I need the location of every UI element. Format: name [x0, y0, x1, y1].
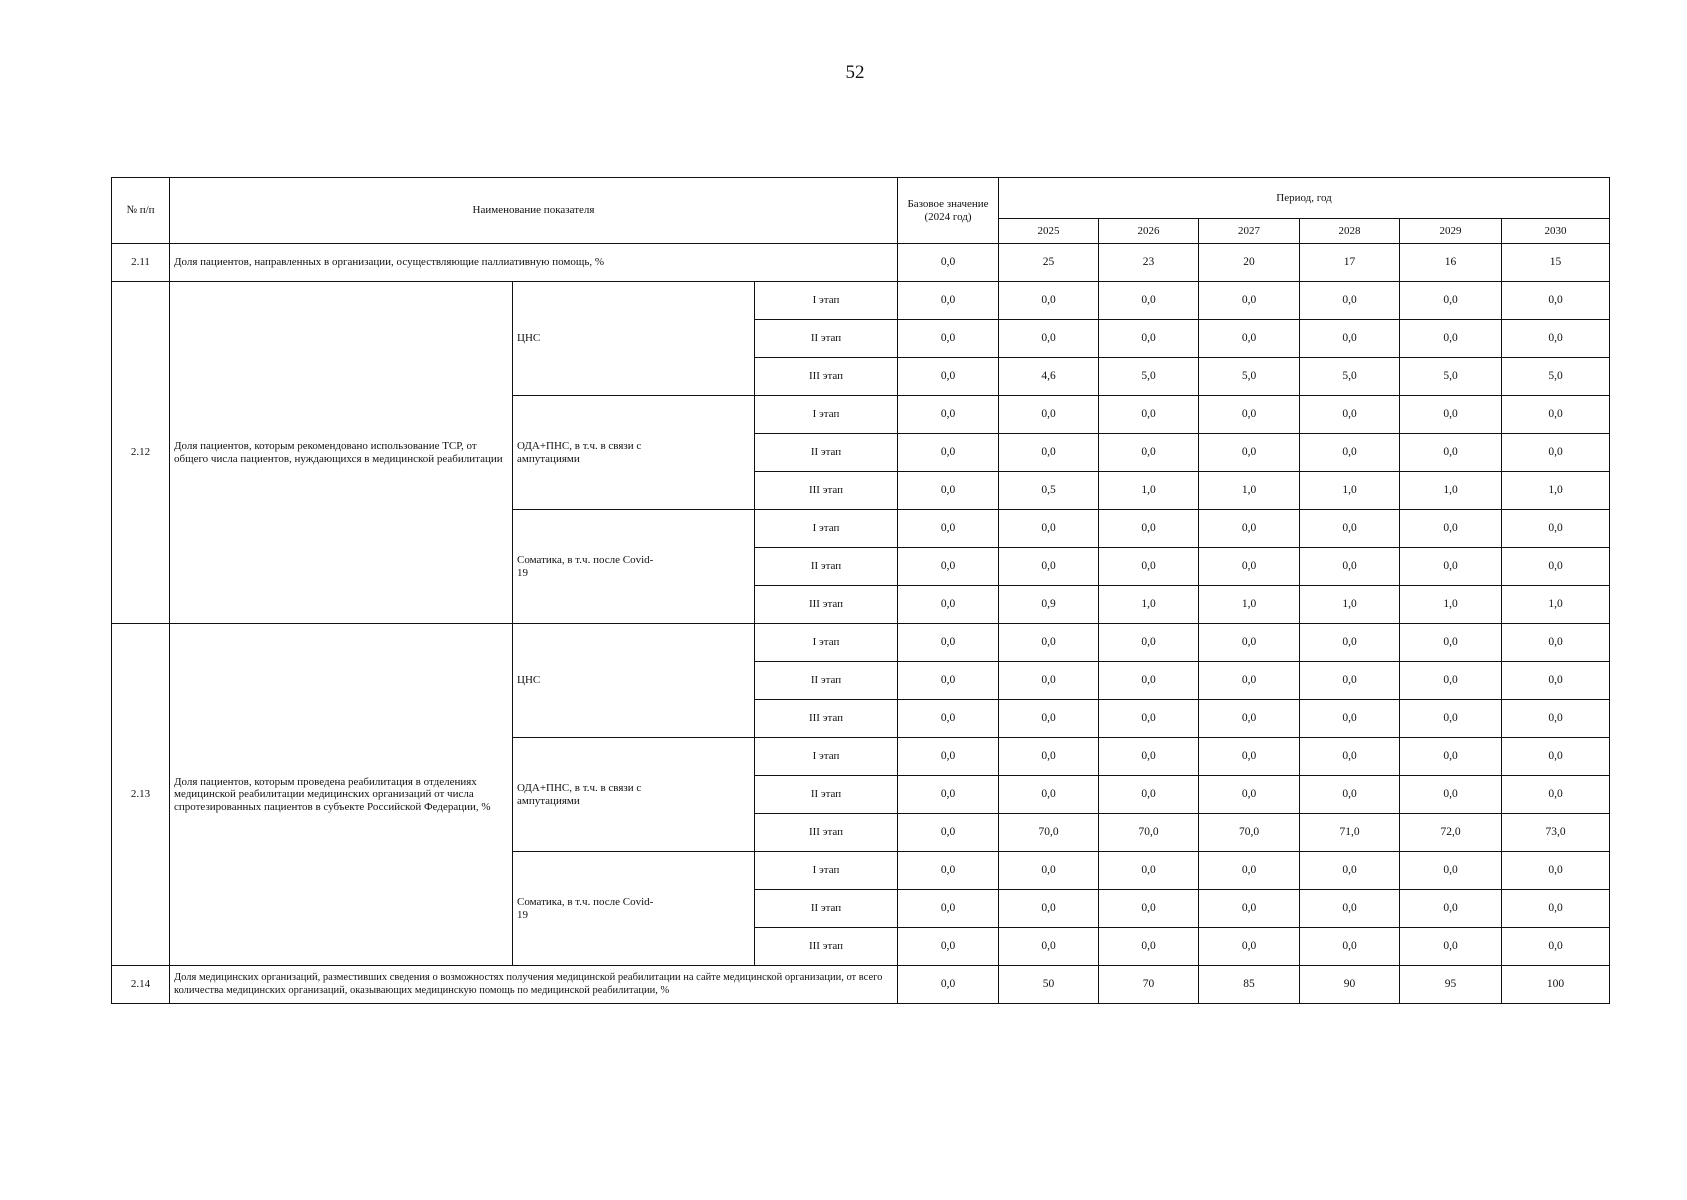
year-value: 0,0: [999, 510, 1099, 548]
base-value: 0,0: [898, 776, 999, 814]
year-value: 70,0: [999, 814, 1099, 852]
year-value: 0,0: [1300, 890, 1400, 928]
year-header: 2029: [1400, 219, 1502, 244]
year-value: 5,0: [1300, 358, 1400, 396]
year-value: 0,0: [1199, 510, 1300, 548]
base-value: 0,0: [898, 244, 999, 282]
group-label: ОДА+ПНС, в т.ч. в связи с ампутациями: [513, 738, 755, 852]
header-base: Базовое значение (2024 год): [898, 178, 999, 244]
row-number: 2.11: [112, 244, 170, 282]
year-value: 1,0: [1502, 472, 1610, 510]
year-value: 0,0: [1502, 320, 1610, 358]
year-value: 0,0: [999, 928, 1099, 966]
base-value: 0,0: [898, 434, 999, 472]
year-value: 0,0: [1300, 738, 1400, 776]
year-value: 0,0: [1300, 548, 1400, 586]
year-value: 0,0: [1400, 928, 1502, 966]
year-value: 1,0: [1300, 472, 1400, 510]
group-label: Соматика, в т.ч. после Covid-19: [513, 852, 755, 966]
year-value: 0,0: [1099, 320, 1199, 358]
table-row: [112, 966, 1610, 1004]
year-value: 0,0: [1300, 282, 1400, 320]
year-value: 25: [999, 244, 1099, 282]
year-value: 90: [1300, 966, 1400, 1004]
year-value: 0,0: [999, 434, 1099, 472]
year-value: 0,0: [1199, 282, 1300, 320]
year-value: 0,0: [1099, 548, 1199, 586]
group-label: ЦНС: [513, 282, 755, 396]
year-value: 1,0: [1099, 472, 1199, 510]
year-value: 0,0: [1099, 738, 1199, 776]
base-value: 0,0: [898, 700, 999, 738]
year-value: 0,0: [1099, 928, 1199, 966]
year-value: 23: [1099, 244, 1199, 282]
year-value: 73,0: [1502, 814, 1610, 852]
year-value: 0,0: [1502, 510, 1610, 548]
year-value: 0,0: [1099, 396, 1199, 434]
year-value: 0,0: [1099, 776, 1199, 814]
year-value: 70,0: [1099, 814, 1199, 852]
stage-label: II этап: [755, 548, 898, 586]
year-value: 0,0: [1502, 928, 1610, 966]
year-value: 0,0: [1099, 662, 1199, 700]
row-number: 2.13: [112, 624, 170, 966]
year-value: 5,0: [1099, 358, 1199, 396]
year-value: 0,0: [1400, 738, 1502, 776]
base-value: 0,0: [898, 624, 999, 662]
stage-label: III этап: [755, 928, 898, 966]
year-header: 2027: [1199, 219, 1300, 244]
year-value: 0,0: [999, 624, 1099, 662]
year-value: 0,0: [1502, 548, 1610, 586]
base-value: 0,0: [898, 282, 999, 320]
year-value: 0,0: [1099, 282, 1199, 320]
year-header: 2025: [999, 219, 1099, 244]
header-num: № п/п: [112, 178, 170, 244]
year-value: 0,5: [999, 472, 1099, 510]
year-value: 0,0: [1199, 434, 1300, 472]
year-value: 0,0: [1199, 624, 1300, 662]
year-value: 0,0: [1199, 776, 1300, 814]
year-value: 16: [1400, 244, 1502, 282]
row-number: 2.14: [112, 966, 170, 1004]
year-value: 0,0: [1400, 282, 1502, 320]
year-header: 2030: [1502, 219, 1610, 244]
year-value: 0,0: [1502, 890, 1610, 928]
year-value: 0,0: [1300, 776, 1400, 814]
year-value: 0,0: [1199, 852, 1300, 890]
year-value: 0,0: [999, 396, 1099, 434]
group-label: Соматика, в т.ч. после Covid-19: [513, 510, 755, 624]
year-value: 0,0: [1502, 776, 1610, 814]
group-label: ЦНС: [513, 624, 755, 738]
year-value: 95: [1400, 966, 1502, 1004]
year-value: 0,0: [1400, 510, 1502, 548]
year-value: 0,0: [1502, 282, 1610, 320]
stage-label: II этап: [755, 890, 898, 928]
year-value: 0,0: [1400, 548, 1502, 586]
year-value: 1,0: [1199, 472, 1300, 510]
year-value: 0,0: [999, 852, 1099, 890]
year-value: 0,0: [999, 700, 1099, 738]
stage-label: I этап: [755, 738, 898, 776]
stage-label: I этап: [755, 282, 898, 320]
header-row: [112, 178, 1610, 219]
year-value: 70,0: [1199, 814, 1300, 852]
year-value: 0,0: [1502, 738, 1610, 776]
year-value: 0,0: [999, 890, 1099, 928]
year-value: 72,0: [1400, 814, 1502, 852]
year-value: 20: [1199, 244, 1300, 282]
year-value: 0,0: [999, 320, 1099, 358]
year-value: 0,0: [1199, 396, 1300, 434]
stage-label: III этап: [755, 472, 898, 510]
base-value: 0,0: [898, 852, 999, 890]
stage-label: III этап: [755, 814, 898, 852]
year-value: 100: [1502, 966, 1610, 1004]
year-value: 0,0: [1400, 852, 1502, 890]
year-value: 0,0: [1199, 738, 1300, 776]
base-value: 0,0: [898, 320, 999, 358]
year-value: 1,0: [1300, 586, 1400, 624]
year-value: 0,0: [999, 282, 1099, 320]
year-value: 0,0: [1502, 700, 1610, 738]
page-number: 52: [845, 62, 865, 83]
year-value: 0,0: [1199, 662, 1300, 700]
year-value: 0,0: [1300, 928, 1400, 966]
year-value: 85: [1199, 966, 1300, 1004]
year-value: 0,0: [1300, 852, 1400, 890]
base-value: 0,0: [898, 358, 999, 396]
year-value: 0,0: [1300, 434, 1400, 472]
stage-label: II этап: [755, 662, 898, 700]
base-value: 0,0: [898, 966, 999, 1004]
year-value: 0,0: [1502, 852, 1610, 890]
indicator-name: Доля пациентов, которым рекомендовано использование ТСР, от общего числа пациентов, нуждающихся в медицинской реабилитации: [170, 282, 513, 624]
indicator-name: Доля пациентов, которым проведена реабилитация в отделениях медицинской реабилитации медицинских организаций от числа спротезированных пациентов в субъекте Российской Федерации, %: [170, 624, 513, 966]
year-value: 0,0: [1199, 928, 1300, 966]
year-value: 5,0: [1502, 358, 1610, 396]
base-value: 0,0: [898, 738, 999, 776]
base-value: 0,0: [898, 662, 999, 700]
year-value: 0,0: [1400, 662, 1502, 700]
year-value: 0,0: [1199, 548, 1300, 586]
year-value: 0,0: [1099, 890, 1199, 928]
year-value: 50: [999, 966, 1099, 1004]
year-value: 0,0: [1400, 396, 1502, 434]
year-value: 0,0: [1502, 396, 1610, 434]
year-value: 0,0: [1099, 510, 1199, 548]
year-value: 0,0: [1099, 852, 1199, 890]
year-value: 1,0: [1502, 586, 1610, 624]
year-value: 0,0: [1400, 624, 1502, 662]
year-value: 1,0: [1199, 586, 1300, 624]
stage-label: III этап: [755, 700, 898, 738]
year-value: 0,0: [1400, 434, 1502, 472]
year-value: 0,0: [1502, 624, 1610, 662]
year-header: 2026: [1099, 219, 1199, 244]
year-value: 0,0: [999, 776, 1099, 814]
year-value: 0,0: [999, 548, 1099, 586]
year-value: 0,0: [1199, 890, 1300, 928]
base-value: 0,0: [898, 814, 999, 852]
year-value: 5,0: [1400, 358, 1502, 396]
base-value: 0,0: [898, 396, 999, 434]
header-name: Наименование показателя: [170, 178, 898, 244]
year-value: 0,9: [999, 586, 1099, 624]
group-label: ОДА+ПНС, в т.ч. в связи с ампутациями: [513, 396, 755, 510]
year-value: 0,0: [1300, 624, 1400, 662]
year-value: 0,0: [999, 738, 1099, 776]
year-value: 4,6: [999, 358, 1099, 396]
indicator-name: Доля медицинских организаций, разместивших сведения о возможностях получения медицинской реабилитации на сайте медицинской организации, от всего количества медицинских организаций, оказывающих медицинскую помощь по медицинской реабилитации, %: [170, 966, 898, 1004]
year-value: 1,0: [1400, 472, 1502, 510]
year-value: 0,0: [1502, 434, 1610, 472]
stage-label: II этап: [755, 320, 898, 358]
year-value: 0,0: [1300, 662, 1400, 700]
year-value: 0,0: [1502, 662, 1610, 700]
year-value: 0,0: [1099, 624, 1199, 662]
year-value: 71,0: [1300, 814, 1400, 852]
year-value: 1,0: [1400, 586, 1502, 624]
year-value: 0,0: [1300, 396, 1400, 434]
year-value: 0,0: [1099, 700, 1199, 738]
year-value: 0,0: [1099, 434, 1199, 472]
year-value: 5,0: [1199, 358, 1300, 396]
year-value: 0,0: [1199, 320, 1300, 358]
stage-label: III этап: [755, 586, 898, 624]
year-value: 70: [1099, 966, 1199, 1004]
header-period: Период, год: [999, 178, 1610, 219]
table-row: [112, 282, 1610, 320]
base-value: 0,0: [898, 510, 999, 548]
year-value: 0,0: [1300, 700, 1400, 738]
year-value: 17: [1300, 244, 1400, 282]
stage-label: I этап: [755, 396, 898, 434]
year-value: 0,0: [1300, 320, 1400, 358]
base-value: 0,0: [898, 890, 999, 928]
stage-label: I этап: [755, 510, 898, 548]
year-value: 0,0: [1400, 776, 1502, 814]
year-value: 1,0: [1099, 586, 1199, 624]
year-value: 0,0: [1400, 700, 1502, 738]
stage-label: I этап: [755, 624, 898, 662]
indicators-table: [111, 177, 1610, 1004]
stage-label: II этап: [755, 776, 898, 814]
base-value: 0,0: [898, 586, 999, 624]
stage-label: III этап: [755, 358, 898, 396]
stage-label: I этап: [755, 852, 898, 890]
base-value: 0,0: [898, 472, 999, 510]
year-value: 0,0: [1300, 510, 1400, 548]
table-row: [112, 624, 1610, 662]
year-value: 0,0: [1400, 890, 1502, 928]
indicator-name: Доля пациентов, направленных в организации, осуществляющие паллиативную помощь, %: [170, 244, 898, 282]
table-row: [112, 244, 1610, 282]
base-value: 0,0: [898, 928, 999, 966]
year-value: 0,0: [999, 662, 1099, 700]
year-header: 2028: [1300, 219, 1400, 244]
year-value: 0,0: [1199, 700, 1300, 738]
stage-label: II этап: [755, 434, 898, 472]
base-value: 0,0: [898, 548, 999, 586]
year-value: 15: [1502, 244, 1610, 282]
year-value: 0,0: [1400, 320, 1502, 358]
row-number: 2.12: [112, 282, 170, 624]
